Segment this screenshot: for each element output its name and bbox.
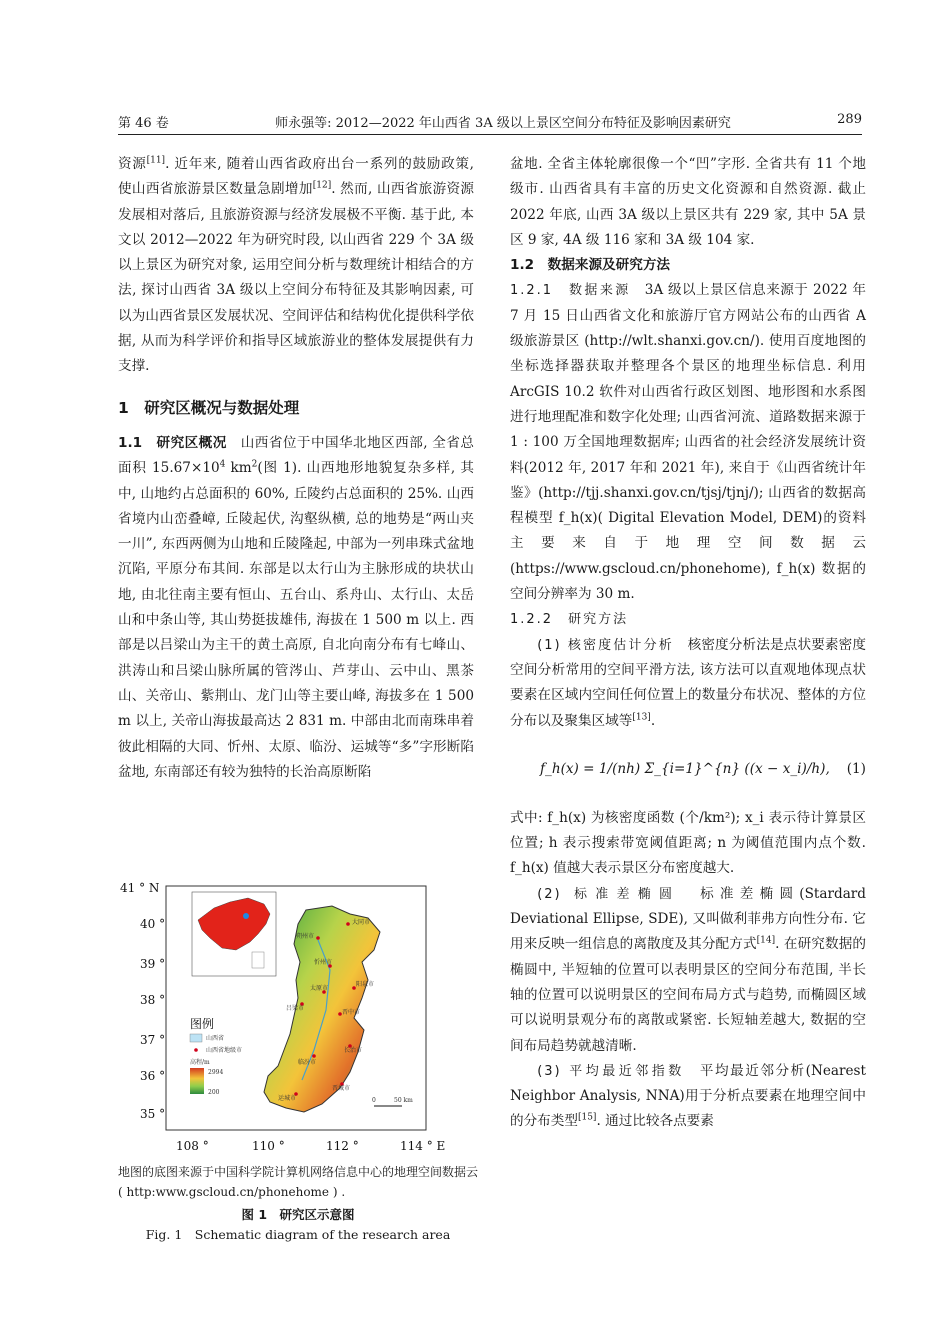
latitude-labels bbox=[120, 881, 165, 1121]
page-number: 289 bbox=[837, 112, 862, 127]
lat-label: 35 ° bbox=[140, 1107, 166, 1121]
legend-item: 山西省地级市 bbox=[206, 1047, 243, 1054]
china-inset bbox=[192, 892, 276, 976]
legend-item: 山西省 bbox=[206, 1035, 225, 1042]
method-heading-kde: (1) 核密度估计分析 bbox=[537, 637, 674, 653]
city-label: 晋中市 bbox=[342, 1009, 361, 1016]
lat-label: 39 ° bbox=[140, 957, 166, 971]
lat-label: 40 ° bbox=[140, 917, 166, 931]
citation-11: [11] bbox=[146, 155, 166, 166]
lat-label: 36 ° bbox=[140, 1069, 166, 1083]
citation-13: [13] bbox=[632, 712, 651, 722]
subsection-heading-1-1: 1.1 研究区概况 bbox=[118, 434, 227, 451]
header-rule bbox=[118, 134, 862, 135]
right-column bbox=[510, 152, 866, 1135]
section-heading-1: 1 研究区概况与数据处理 bbox=[118, 398, 300, 417]
volume-label: 第 46 卷 bbox=[118, 116, 169, 131]
method-heading-sde: (2) 标准差椭圆 bbox=[537, 886, 681, 902]
city-label: 晋城市 bbox=[332, 1085, 351, 1092]
city-label: 大同市 bbox=[352, 919, 371, 926]
lat-label: 41 ° N bbox=[120, 881, 160, 895]
lat-label: 38 ° bbox=[140, 993, 166, 1007]
equation-explanation: 式中: f_h(x) 为核密度函数 (个/km²); x_i 表示待计算景区位置; h 表示搜索带宽阈值距离; n 为阈值范围内点个数. f_h(x) 值越大表示景区分布密度越大. bbox=[510, 809, 866, 877]
legend-item: 200 bbox=[208, 1089, 220, 1096]
figure-source-note: 地图的底图来源于中国科学院计算机网络信息中心的地理空间数据云 ( http:www.gscloud.cn/phonehome ) . bbox=[118, 1165, 479, 1199]
citation-14: [14] bbox=[756, 935, 776, 946]
legend-title: 图例 bbox=[190, 1017, 215, 1031]
study-area-paragraph: 1.1 研究区概况 山西省位于中国华北地区西部, 全省总面积 $15.67\times 10^4$ $km^2$(图 1). 山西地形地貌复杂多样, 其中, 山地约占总面积的 60%, 丘陵约占总面积的 25%. 山西省境内山峦叠嶂, 丘陵起伏, 沟壑纵横, 总的地势是“两山夹一川”, 东西两侧为山地和丘陵隆起, 中部为一列串珠式盆地沉陷, 平原分布其间. 东部是以太行山为主脉形成的块状山地, 由北往南主要有恒山、五台山、系舟山、太行山、太岳山和中条山等, 其山势挺拔雄伟, 海拔在 1 500 m 以上. 西部是以吕梁山为主干的黄土高原, 自北向南分布有七峰山、洪涛山和吕梁山脉所属的管涔山、芦芽山、云中山、黑茶山、关帝山、紫荆山、龙门山等主要山峰, 海拔多在 1 500 m 以上, 关帝山海拔最高达 2 831 m. 中部由北而南珠串着彼此相隔的大同、忻州、太原、临汾、运城等“多”字形断陷盆地, 东南部还有较为独特的长治高原断陷 bbox=[118, 434, 474, 780]
data-source-paragraph: 1.2.1 数据来源 3A 级以上景区信息来源于 2022 年 7 月 15 日山西省文化和旅游厅官方网站公布的山西省 A 级旅游景区 (http://wlt.shanxi.gov.cn/). 使用百度地图的坐标选择器获取并整理各个景区的地理坐标信息. 利用 ArcGIS 10.2 软件对山西省行政区划图、地形图和水系图进行地理配准和数字化处理; 山西省河流、道路数据来源于 1 : 100 万全国地理数据库; 山西省的社会经济发展统计资料(2012 年, 2017 年和 2021 年), 来自于《山西省统计年鉴》(http://tjj.shanxi.gov.cn/tjsj/tjnj/); 山西省的数据高程模型 f_h(x)( Digital Elevation Model, DEM)的资料主要来自于地理空间数据云(https://www.gscloud.cn/phonehome), f_h(x) 数据的空间分辨率为 30 m. bbox=[510, 282, 867, 603]
equation-formula: f_h(x) = 1/(nh) Σ_{i=1}^{n} ((x − x_i)/h), bbox=[540, 761, 830, 778]
scale-label: 50 km bbox=[394, 1097, 413, 1104]
equation-number: (1) bbox=[846, 761, 866, 778]
city-label: 太原市 bbox=[310, 985, 329, 992]
continued-paragraph: 盆地. 全省主体轮廓很像一个“凹”字形. 全省共有 11 个地级市. 山西省具有丰富的历史文化资源和自然资源. 截止 2022 年底, 山西 3A 级以上景区共有 229 家, 其中 5A 景区 9 家, 4A 级 116 家和 3A 级 104 家. bbox=[510, 156, 866, 248]
city-label: 忻州市 bbox=[314, 959, 333, 966]
subsubsection-heading-1-2-2: 1.2.2 研究方法 bbox=[510, 612, 629, 628]
figure-1-map bbox=[118, 880, 478, 1164]
city-label: 运城市 bbox=[278, 1095, 297, 1102]
figure-caption-en: Fig. 1 Schematic diagram of the research area bbox=[145, 1227, 451, 1242]
nna-paragraph: (3) 平均最近邻指数 平均最近邻分析(Nearest Neighbor Analysis, NNA)用于分析点要素在地理空间中的分布类型[15]. 通过比较各点要素 bbox=[510, 1062, 866, 1130]
longitude-labels bbox=[176, 1139, 445, 1153]
running-title: 师永强等: 2012—2022 年山西省 3A 级以上景区空间分布特征及影响因素研究 bbox=[275, 116, 731, 131]
city-label: 临汾市 bbox=[298, 1059, 317, 1066]
scale-label: 0 bbox=[372, 1097, 376, 1104]
lon-label: 112 ° bbox=[326, 1139, 359, 1153]
subsubsection-heading-1-2-1: 1.2.1 数据来源 bbox=[510, 283, 631, 299]
legend-item: 高程/m bbox=[190, 1059, 210, 1066]
kde-paragraph: (1) 核密度估计分析 核密度分析法是点状要素密度空间分析常用的空间平滑方法, 该方法可以直观地体现点状要素在区域内空间任何位置上的数量分布状况、整体的方位分布以及聚集区域等[13]. bbox=[510, 636, 866, 729]
sde-paragraph: (2) 标准差椭圆 标准差椭圆(Stardard Deviational Ellipse, SDE), 又叫做利菲弗方向性分布. 它用来反映一组信息的离散度及其分配方式[14]. 在研究数据的椭圆中, 半短轴的位置可以表明景区的空间分布范围, 半长轴的位置可以说明景区的空间布局方式与趋势, 而椭圆区域可以说明景观分布的离散或紧密. 长短轴差越大, 数据的空间布局趋势就越清晰. bbox=[510, 885, 866, 1054]
citation-12: [12] bbox=[312, 180, 332, 191]
lat-label: 37 ° bbox=[140, 1033, 166, 1047]
citation-15: [15] bbox=[577, 1112, 597, 1123]
running-header bbox=[118, 112, 862, 136]
subsection-heading-1-2: 1.2 数据来源及研究方法 bbox=[510, 257, 671, 274]
method-heading-nna: (3) 平均最近邻指数 bbox=[537, 1063, 685, 1079]
city-label: 朔州市 bbox=[296, 933, 315, 940]
equation-1 bbox=[510, 740, 866, 800]
study-area-map bbox=[118, 880, 478, 1160]
city-label: 阳泉市 bbox=[356, 981, 375, 988]
city-label: 长治市 bbox=[344, 1047, 363, 1054]
intro-paragraph: 资源[11]. 近年来, 随着山西省政府出台一系列的鼓励政策, 使山西省旅游景区数量急剧增加[12]. 然而, 山西省旅游资源发展相对落后, 且旅游资源与经济发展极不平衡. 基于此, 本文以 2012—2022 年为研究时段, 以山西省 229 个 3A 级以上景区为研究对象, 运用空间分析与数理统计相结合的方法, 探讨山西省 3A 级以上空间分布特征及其影响因素, 可以为山西省景区发展状况、空间评估和结构优化提供科学依据, 从而为科学评价和指导区域旅游业的整体发展提供有力支撑. bbox=[118, 155, 474, 375]
legend-item: 2994 bbox=[208, 1069, 224, 1076]
lon-label: 110 ° bbox=[252, 1139, 285, 1153]
city-label: 吕梁市 bbox=[286, 1005, 305, 1012]
figure-caption-cn: 图 1 研究区示意图 bbox=[241, 1207, 355, 1222]
lon-label: 114 ° E bbox=[400, 1139, 446, 1153]
left-column bbox=[118, 152, 474, 785]
lon-label: 108 ° bbox=[176, 1139, 209, 1153]
